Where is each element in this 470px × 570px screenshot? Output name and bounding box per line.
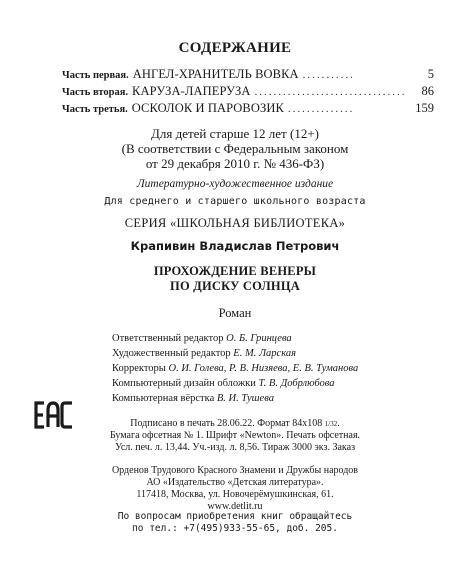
table-of-contents bbox=[62, 67, 434, 118]
order-contact bbox=[0, 511, 470, 535]
book-title-line: ПРОХОЖДЕНИЕ ВЕНЕРЫ bbox=[153, 264, 317, 278]
toc-part-label: Часть вторая. bbox=[62, 87, 129, 98]
credit-line bbox=[112, 391, 442, 406]
credit-line bbox=[112, 331, 442, 346]
order-contact-line: По вопросам приобретения книг обращайтесь bbox=[117, 511, 353, 522]
publisher-orders-line: Орденов Трудового Красного Знамени и Дружбы народов bbox=[111, 465, 359, 476]
credit-role: Художественный редактор bbox=[112, 348, 231, 359]
age-rating-line: Для детей старше 12 лет (12+) bbox=[151, 126, 319, 141]
credit-line bbox=[112, 376, 442, 391]
audience-note: Для среднего и старшего школьного возраста bbox=[104, 196, 366, 207]
order-phone-line: по тел.: +7(495)933-55-65, доб. 205. bbox=[132, 523, 338, 534]
print-volume-line: Усл. печ. л. 13,44. Уч.-изд. л. 8,56. Тираж 3000 экз. Заказ bbox=[114, 442, 356, 453]
credit-name: О. Б. Гринцева bbox=[226, 333, 292, 344]
credit-name: Т. В. Добрлюбова bbox=[258, 378, 335, 389]
credit-name: Е. М. Ларская bbox=[233, 348, 296, 359]
toc-page-number: 159 bbox=[415, 101, 434, 115]
book-title-line: ПО ДИСКУ СОЛНЦА bbox=[170, 279, 300, 293]
format-fraction: 1/32 bbox=[324, 420, 338, 428]
toc-page-number: 5 bbox=[427, 67, 434, 81]
credit-role: Корректоры bbox=[112, 363, 166, 374]
toc-part-label: Часть третья. bbox=[62, 104, 128, 115]
toc-leader-dots: ................................ bbox=[254, 86, 407, 98]
publisher-info bbox=[0, 465, 470, 513]
book-title bbox=[0, 264, 470, 294]
contents-heading: СОДЕРЖАНИЕ bbox=[178, 40, 292, 56]
toc-part-label: Часть первая. bbox=[62, 70, 129, 81]
age-law-line: (В соответствии с Федеральным законом bbox=[121, 141, 349, 156]
publisher-website-link[interactable]: www.detlit.ru bbox=[207, 501, 263, 512]
toc-leader-dots: .............. bbox=[287, 103, 355, 115]
genre-label: Роман bbox=[218, 306, 252, 320]
credit-name: В. И. Тушева bbox=[216, 393, 274, 404]
toc-entry[interactable] bbox=[62, 84, 434, 101]
toc-entry[interactable] bbox=[62, 101, 434, 118]
print-signed-line: Подписано в печать 28.06.22. Формат 84x108 1/32. bbox=[130, 418, 340, 429]
toc-entry[interactable] bbox=[62, 67, 434, 84]
credit-line bbox=[112, 346, 442, 361]
print-paper-line: Бумага офсетная № 1. Шрифт «Newton». Печать офсетная. bbox=[109, 430, 361, 441]
credit-line bbox=[112, 361, 442, 376]
print-details bbox=[0, 418, 470, 454]
age-rating-block bbox=[0, 126, 470, 171]
publisher-name-line: АО «Издательство «Детская литература». bbox=[146, 477, 324, 488]
credits-list bbox=[112, 331, 442, 406]
credit-role: Компьютерный дизайн обложки bbox=[112, 378, 256, 389]
credit-role: Ответственный редактор bbox=[112, 333, 224, 344]
toc-leader-dots: ........... bbox=[302, 69, 355, 81]
toc-title: КАРУЗА-ЛАПЕРУЗА bbox=[132, 84, 251, 98]
publisher-address-line: 117418, Москва, ул. Новочерёмушкинская, 61. bbox=[136, 489, 334, 500]
credit-role: Компьютерная вёрстка bbox=[112, 393, 215, 404]
toc-page-number: 86 bbox=[421, 84, 434, 98]
print-signed-text: Подписано в печать 28.06.22. Формат 84x108 bbox=[130, 418, 323, 429]
edition-type: Литературно-художественное издание bbox=[136, 178, 334, 190]
series-name: СЕРИЯ «ШКОЛЬНАЯ БИБЛИОТЕКА» bbox=[124, 216, 346, 230]
toc-title: АНГЕЛ-ХРАНИТЕЛЬ ВОВКА bbox=[132, 67, 299, 81]
age-law-date-line: от 29 декабря 2010 г. № 436-ФЗ) bbox=[145, 156, 325, 171]
author-name: Крапивин Владислав Петрович bbox=[130, 239, 340, 253]
toc-title: ОСКОЛОК И ПАРОВОЗИК bbox=[131, 101, 284, 115]
credit-name: О. И. Голева, Р. В. Низяева, Е. В. Туманова bbox=[168, 363, 359, 374]
